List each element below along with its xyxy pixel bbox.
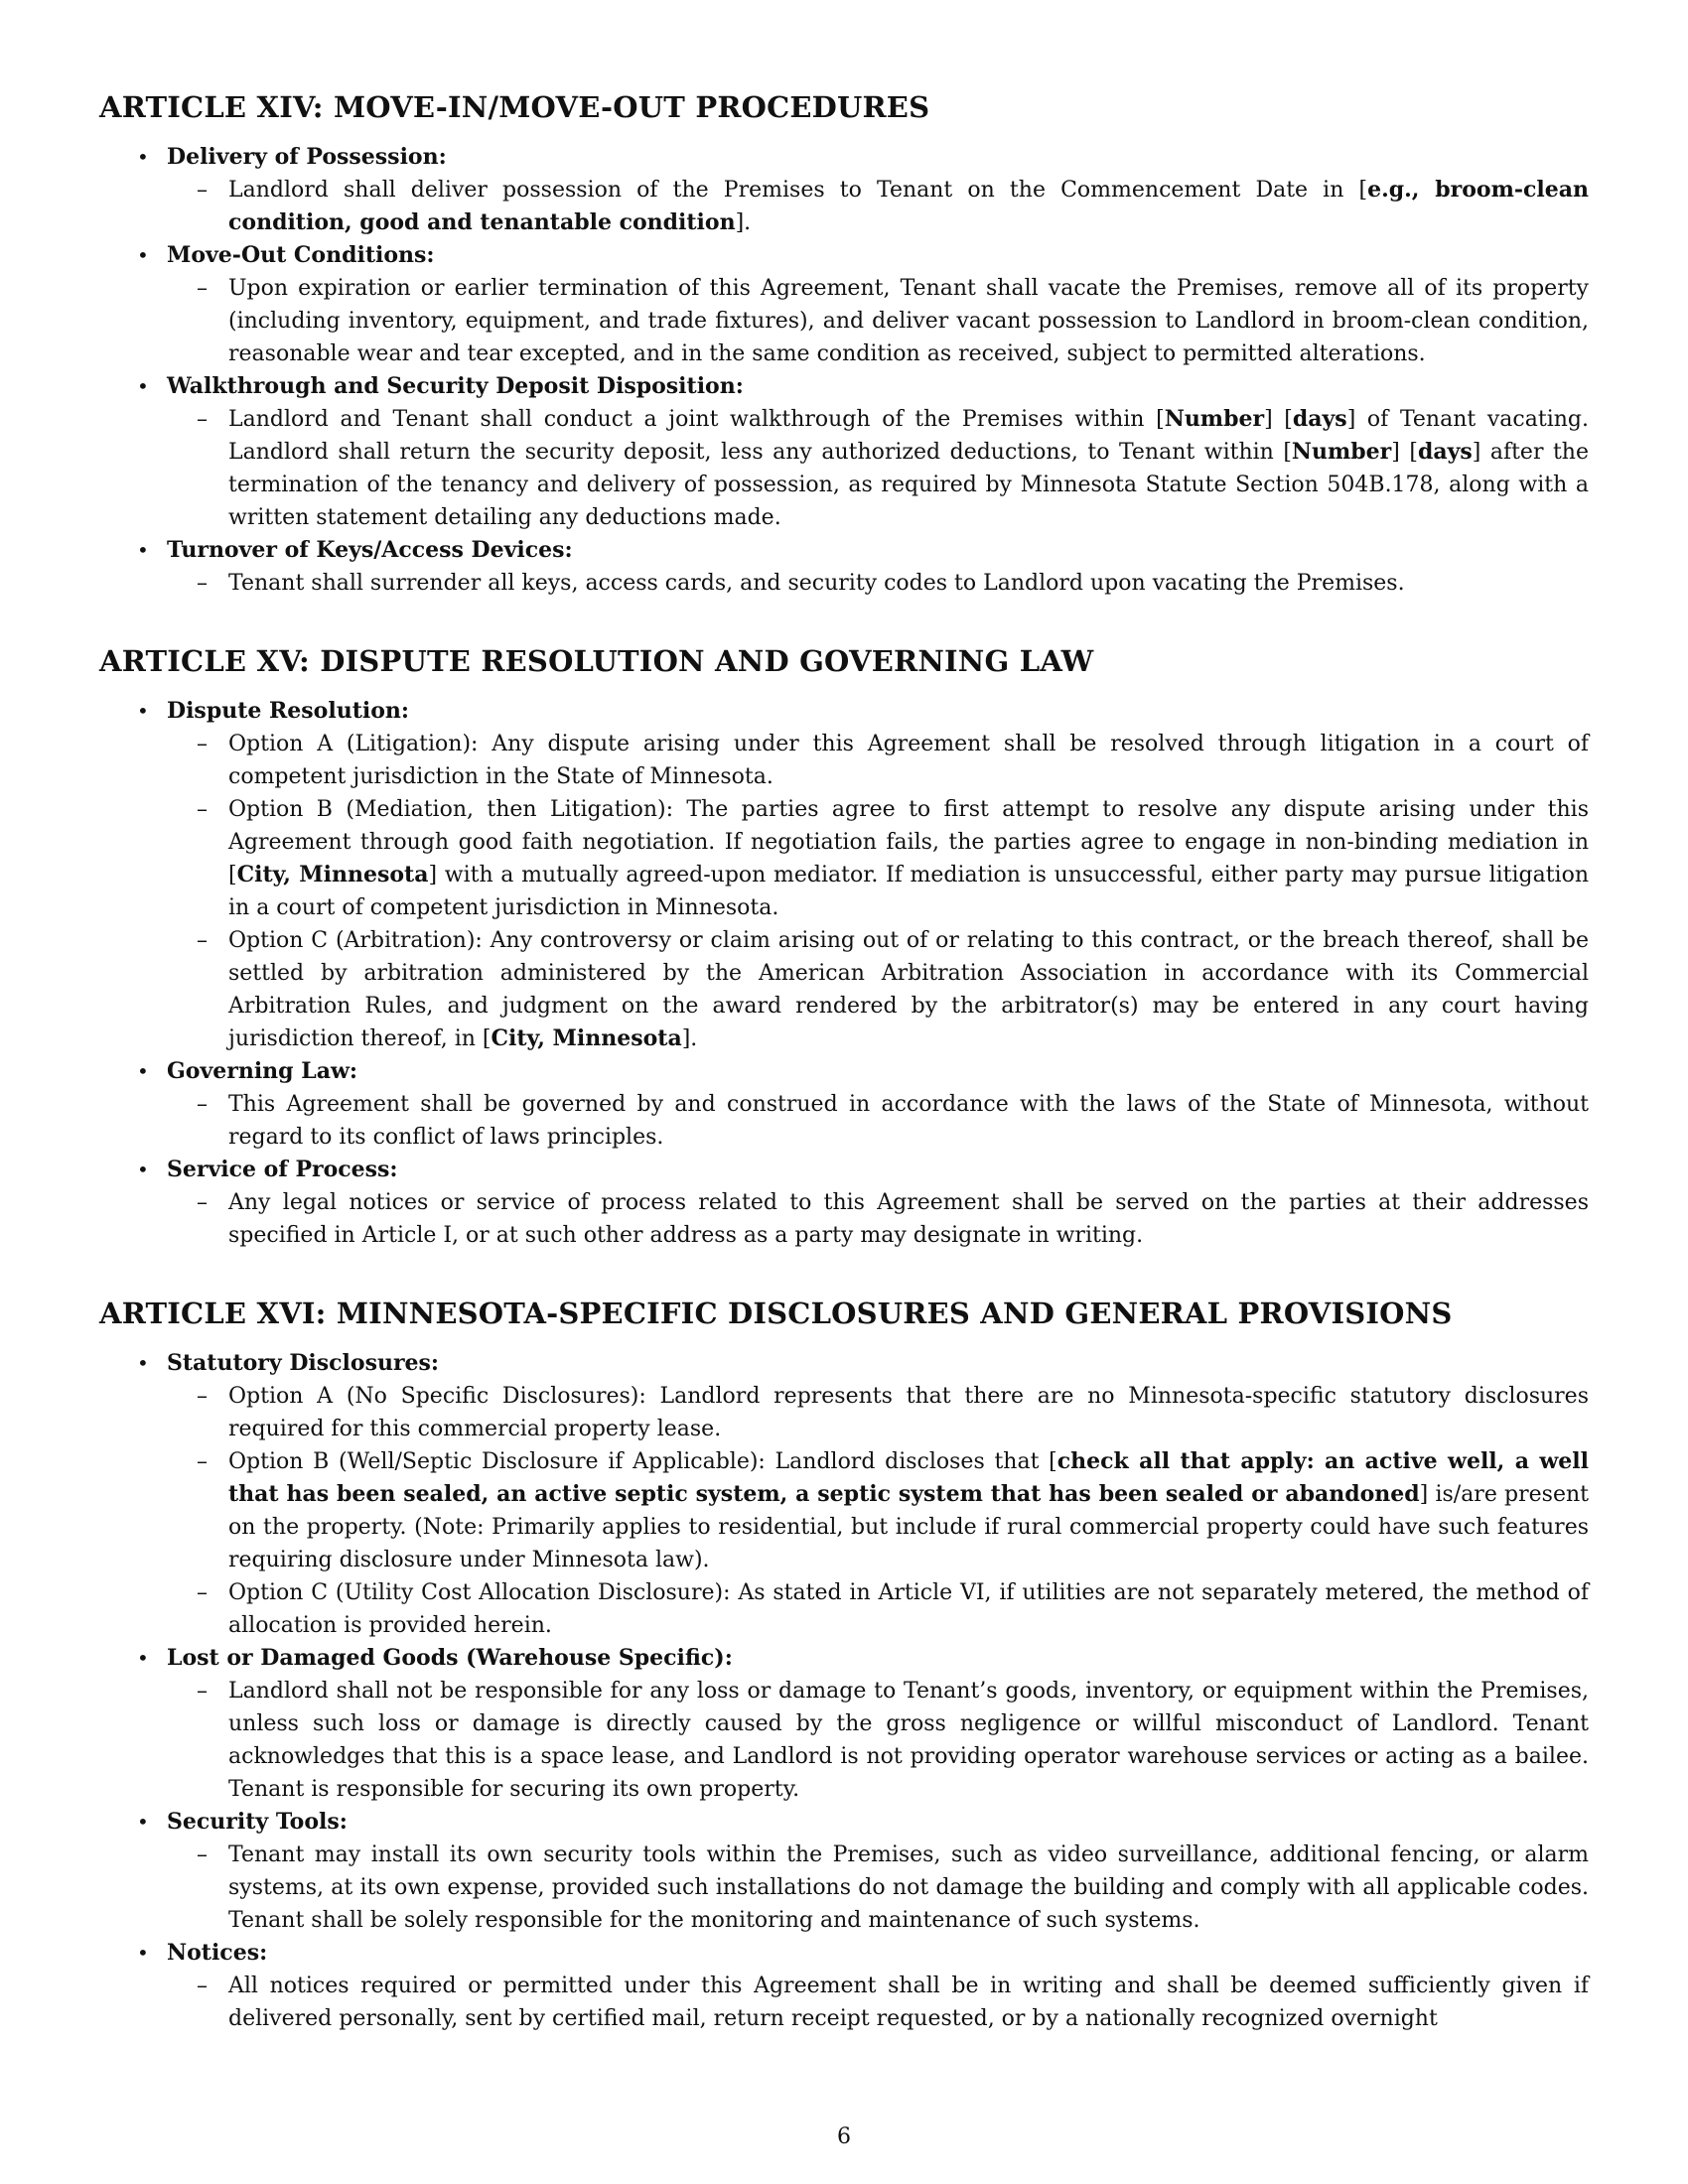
clause-text-run: Option A (Litigation): Any dispute arising under this Agreement shall be resolved through litigation in a court of competent jurisdiction in the State of Minnesota. xyxy=(228,732,1589,789)
clause-text xyxy=(167,1970,1589,2035)
clause-text xyxy=(167,1576,1589,1642)
clause-title: Service of Process: xyxy=(167,1157,398,1182)
article-heading: ARTICLE XVI: MINNESOTA-SPECIFIC DISCLOSURES AND GENERAL PROVISIONS xyxy=(99,1297,1453,1330)
clause-text-run: ] with a mutually agreed-upon mediator. If mediation is unsuccessful, either party may pursue litigation in a court of competent jurisdiction in Minnesota. xyxy=(228,863,1590,920)
clause-text-run: Option C (Utility Cost Allocation Disclosure): As stated in Article VI, if utilities are not separately metered, the method of allocation is provided herein. xyxy=(228,1580,1589,1638)
bullet-icon: • xyxy=(137,699,149,723)
dash-icon: – xyxy=(197,1679,208,1704)
clause-title: Move-Out Conditions: xyxy=(167,242,435,268)
clause-text-run: Landlord shall deliver possession of the Premises to Tenant on the Commencement Date in [ xyxy=(228,178,1368,203)
clause-title: Dispute Resolution: xyxy=(167,698,410,724)
clause-item xyxy=(99,1642,1589,1806)
clause-title: Governing Law: xyxy=(167,1058,358,1084)
placeholder-text: City, Minnesota xyxy=(491,1025,682,1051)
page-number: 6 xyxy=(837,2124,851,2149)
clause-sub-list xyxy=(167,1380,1589,1642)
clause-text xyxy=(167,1186,1589,1252)
placeholder-text: e.g., broom-clean condition, good and tenantable condition xyxy=(228,177,1589,235)
clause-sub-list xyxy=(167,1839,1589,1937)
clause-title: Notices: xyxy=(167,1940,268,1966)
clause-text-run: ] [ xyxy=(1264,407,1293,432)
bullet-icon: • xyxy=(137,374,149,398)
clause-text-run: ] of Tenant vacating. Landlord shall return the security deposit, less any authorized deductions, to Tenant within [ xyxy=(228,407,1589,465)
clause-text-run: Landlord shall not be responsible for any loss or damage to Tenant’s goods, inventory, or equipment within the Premises, unless such loss or damage is directly caused by the gross negligence or willful misconduct of Landlord. Tenant acknowledges that this is a space lease, and Landlord is not providing operator warehouse services or acting as a bailee. Tenant is responsible for securing its own property. xyxy=(228,1679,1589,1802)
clause-text xyxy=(167,1088,1589,1154)
dash-icon: – xyxy=(197,1384,208,1409)
dash-icon: – xyxy=(197,1190,208,1215)
article-item-list xyxy=(99,695,1589,1252)
dash-icon: – xyxy=(197,732,208,756)
placeholder-text: days xyxy=(1417,439,1473,465)
clause-title: Delivery of Possession: xyxy=(167,144,447,170)
clause-text xyxy=(167,567,1589,600)
dash-icon: – xyxy=(197,1974,208,1998)
clause-sub-list xyxy=(167,1186,1589,1252)
dash-icon: – xyxy=(197,407,208,432)
clause-text xyxy=(167,272,1589,370)
clause-sub-list xyxy=(167,1675,1589,1806)
clause-text-run: Tenant may install its own security tools within the Premises, such as video surveillance, additional fencing, or alarm systems, at its own expense, provided such installations do not damage the building and comply with all applicable codes. Tenant shall be solely responsible for the monitoring and maintenance of such systems. xyxy=(228,1843,1589,1933)
article-heading: ARTICLE XV: DISPUTE RESOLUTION AND GOVERNING LAW xyxy=(99,644,1094,678)
clause-text xyxy=(167,924,1589,1055)
clause-text-run: ] after the termination of the tenancy and delivery of possession, as required by Minnesota Statute Section 504B.178, along with a written statement detailing any deductions made. xyxy=(228,440,1589,530)
clause-sub-list xyxy=(167,567,1589,600)
clause-item xyxy=(99,370,1589,534)
clause-item xyxy=(99,239,1589,370)
clause-text-run: Upon expiration or earlier termination of this Agreement, Tenant shall vacate the Premises, remove all of its property (including inventory, equipment, and trade fixtures), and deliver vacant possession to Landlord in broom-clean condition, reasonable wear and tear excepted, and in the same condition as received, subject to permitted alterations. xyxy=(228,276,1589,366)
placeholder-text: check all that apply: an active well, a well that has been sealed, an active septic system, a septic system that has been sealed or abandoned xyxy=(228,1448,1589,1507)
dash-icon: – xyxy=(197,178,208,203)
clause-sub-list xyxy=(167,174,1589,239)
dash-icon: – xyxy=(197,1580,208,1605)
clause-text-run: ]. xyxy=(735,210,752,235)
clause-item xyxy=(99,534,1589,600)
clause-item xyxy=(99,1806,1589,1937)
placeholder-text: days xyxy=(1292,406,1347,432)
clause-text xyxy=(167,1675,1589,1806)
bullet-icon: • xyxy=(137,243,149,267)
clause-item xyxy=(99,695,1589,1055)
clause-title: Walkthrough and Security Deposit Disposition: xyxy=(167,373,744,399)
clause-text-run: Any legal notices or service of process related to this Agreement shall be served on the parties at their addresses specified in Article I, or at such other address as a party may designate in writing. xyxy=(228,1190,1589,1248)
clause-title: Lost or Damaged Goods (Warehouse Specific): xyxy=(167,1645,733,1671)
clause-text-run: ] [ xyxy=(1391,440,1418,465)
clause-text xyxy=(167,403,1589,534)
clause-item xyxy=(99,141,1589,239)
dash-icon: – xyxy=(197,1449,208,1474)
clause-sub-list xyxy=(167,272,1589,370)
placeholder-text: Number xyxy=(1164,406,1265,432)
bullet-icon: • xyxy=(137,538,149,562)
dash-icon: – xyxy=(197,1092,208,1117)
bullet-icon: • xyxy=(137,1646,149,1670)
bullet-icon: • xyxy=(137,1059,149,1083)
clause-text xyxy=(167,1445,1589,1576)
clause-title: Security Tools: xyxy=(167,1809,348,1835)
document-page xyxy=(99,85,1589,2075)
clause-text xyxy=(167,728,1589,793)
clause-text-run: Option B (Mediation, then Litigation): The parties agree to first attempt to resolve any dispute arising under this Agreement through good faith negotiation. If negotiation fails, the parties agree to engage in non-binding mediation in [ xyxy=(228,797,1589,887)
clause-sub-list xyxy=(167,1088,1589,1154)
dash-icon: – xyxy=(197,571,208,596)
clause-text-run: Tenant shall surrender all keys, access cards, and security codes to Landlord upon vacating the Premises. xyxy=(228,571,1405,596)
clause-text-run: All notices required or permitted under this Agreement shall be in writing and shall be deemed sufficiently given if delivered personally, sent by certified mail, return receipt requested, or by a nationally recognized overnight xyxy=(228,1974,1589,2031)
bullet-icon: • xyxy=(137,1810,149,1834)
clause-item xyxy=(99,1154,1589,1252)
placeholder-text: Number xyxy=(1291,439,1392,465)
bullet-icon: • xyxy=(137,145,149,169)
placeholder-text: City, Minnesota xyxy=(236,862,429,887)
clause-title: Statutory Disclosures: xyxy=(167,1350,440,1376)
dash-icon: – xyxy=(197,276,208,301)
dash-icon: – xyxy=(197,797,208,822)
clause-text-run: This Agreement shall be governed by and construed in accordance with the laws of the State of Minnesota, without regard to its conflict of laws principles. xyxy=(228,1092,1589,1150)
dash-icon: – xyxy=(197,1843,208,1867)
clause-text xyxy=(167,793,1589,924)
clause-text-run: Option A (No Specific Disclosures): Landlord represents that there are no Minnesota-specific statutory disclosures required for this commercial property lease. xyxy=(228,1384,1589,1441)
clause-title: Turnover of Keys/Access Devices: xyxy=(167,537,573,563)
clause-sub-list xyxy=(167,1970,1589,2035)
dash-icon: – xyxy=(197,928,208,953)
article-heading: ARTICLE XIV: MOVE-IN/MOVE-OUT PROCEDURES xyxy=(99,90,930,124)
clause-item xyxy=(99,1055,1589,1154)
clause-sub-list xyxy=(167,403,1589,534)
clause-text-run: Option C (Arbitration): Any controversy or claim arising out of or relating to this contract, or the breach thereof, shall be settled by arbitration administered by the American Arbitration Association in accordance with its Commercial Arbitration Rules, and judgment on the award rendered by the arbitrator(s) may be entered in any court having jurisdiction thereof, in [ xyxy=(228,928,1589,1051)
article-item-list xyxy=(99,141,1589,600)
clause-item xyxy=(99,1347,1589,1642)
article-item-list xyxy=(99,1347,1589,2035)
clause-text xyxy=(167,1380,1589,1445)
clause-item xyxy=(99,1937,1589,2035)
clause-text-run: ]. xyxy=(681,1026,698,1051)
clause-text-run: Landlord and Tenant shall conduct a joint walkthrough of the Premises within [ xyxy=(228,407,1165,432)
clause-text-run: ] is/are present on the property. (Note: Primarily applies to residential, but include if rural commercial property could have such features requiring disclosure under Minnesota law). xyxy=(228,1482,1589,1572)
clause-text-run: Option B (Well/Septic Disclosure if Applicable): Landlord discloses that [ xyxy=(228,1449,1057,1474)
bullet-icon: • xyxy=(137,1941,149,1965)
bullet-icon: • xyxy=(137,1158,149,1181)
bullet-icon: • xyxy=(137,1351,149,1375)
clause-sub-list xyxy=(167,728,1589,1055)
clause-text xyxy=(167,174,1589,239)
clause-text xyxy=(167,1839,1589,1937)
